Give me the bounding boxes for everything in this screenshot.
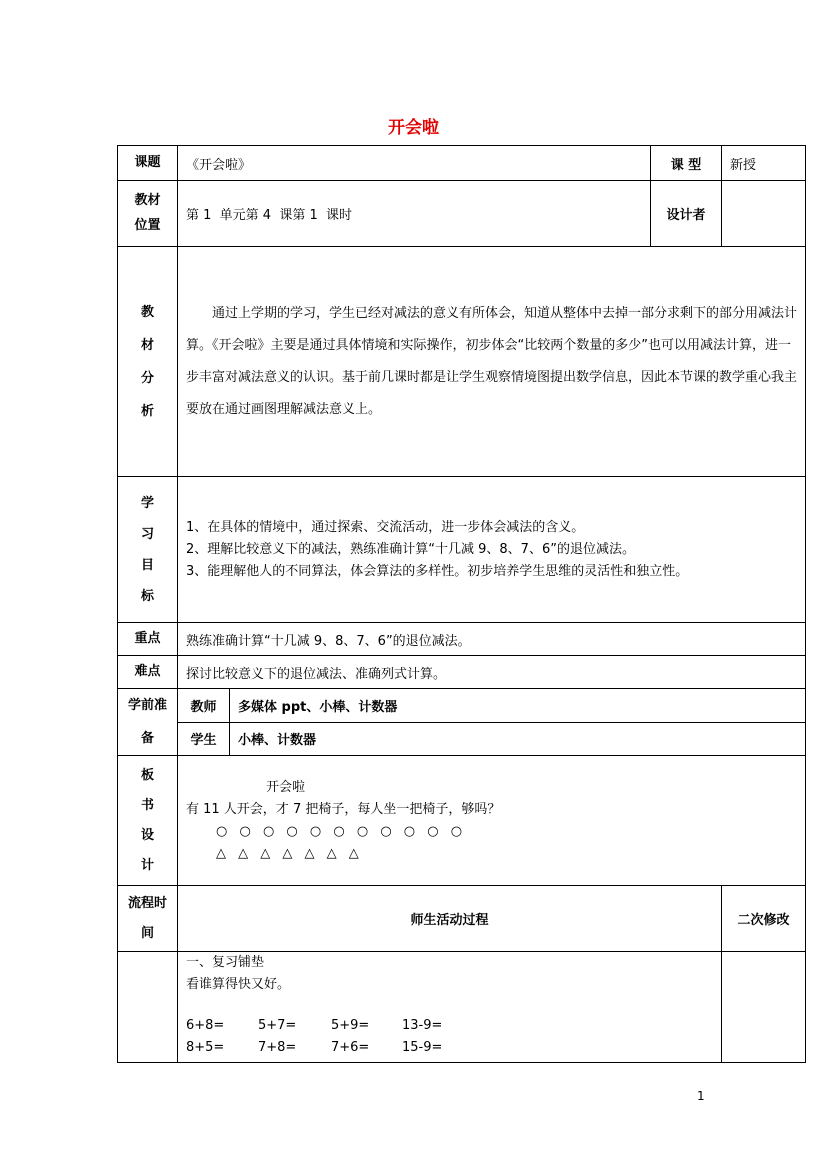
flow-process-cell <box>178 952 722 1063</box>
exercise-item: 7+6= <box>331 1040 370 1055</box>
exercise-item: 6+8= <box>186 1018 225 1033</box>
lesson-type-label: 课 型 <box>651 146 722 181</box>
board-cell <box>178 756 806 886</box>
position-label: 教材 位置 <box>118 181 178 247</box>
difficulty-row <box>118 656 806 689</box>
exercise-item: 5+9= <box>331 1018 370 1033</box>
topic-value: 《开会啦》 <box>178 146 651 181</box>
flow-header-row <box>118 886 806 952</box>
goals-cell <box>178 477 806 623</box>
prep-teacher-label: 教师 <box>178 689 230 723</box>
analysis-text-cell <box>178 247 806 477</box>
flow-process-header: 师生活动过程 <box>178 886 722 952</box>
prep-teacher-row <box>118 689 806 723</box>
prep-student-value: 小棒、计数器 <box>230 722 806 756</box>
exercise-item: 7+8= <box>258 1040 297 1055</box>
flow-revision-header: 二次修改 <box>722 886 806 952</box>
board-circles: ○ ○ ○ ○ ○ ○ ○ ○ ○ ○ ○ <box>216 823 467 839</box>
difficulty-value: 探讨比较意义下的退位减法、准确列式计算。 <box>178 656 806 689</box>
prep-teacher-value: 多媒体 ppt、小棒、计数器 <box>230 689 806 723</box>
page-title: 开会啦 <box>388 118 439 138</box>
flow-section-title: 一、复习铺垫 <box>186 955 265 970</box>
flow-content-row <box>118 952 806 1063</box>
flow-revision-cell <box>722 952 806 1063</box>
prep-student-row <box>118 722 806 756</box>
position-value: 第 1 单元第 4 课第 1 课时 <box>178 181 651 247</box>
prep-label: 学前准 备 <box>118 689 178 756</box>
goals-label: 学 习 目 标 <box>118 477 178 623</box>
lesson-plan-table <box>117 145 806 1063</box>
prep-student-label: 学生 <box>178 722 230 756</box>
designer-label: 设计者 <box>651 181 722 247</box>
flow-instruction: 看谁算得快又好。 <box>186 977 291 992</box>
lesson-type-value: 新授 <box>722 146 806 181</box>
position-row <box>118 181 806 247</box>
exercise-item: 5+7= <box>258 1018 297 1033</box>
board-question: 有 11 人开会，才 7 把椅子，每人坐一把椅子，够吗？ <box>186 801 501 817</box>
exercise-item: 15-9= <box>402 1040 443 1055</box>
key-point-label: 重点 <box>118 623 178 656</box>
flow-time-cell <box>118 952 178 1063</box>
flow-time-label: 流程时 间 <box>118 886 178 952</box>
difficulty-label: 难点 <box>118 656 178 689</box>
exercise-item: 13-9= <box>402 1018 443 1033</box>
board-row <box>118 756 806 886</box>
goals-row <box>118 477 806 623</box>
board-triangles: △ △ △ △ △ △ △ <box>216 845 363 861</box>
key-point-row <box>118 623 806 656</box>
board-label: 板 书 设 计 <box>118 756 178 886</box>
analysis-text: 通过上学期的学习，学生已经对减法的意义有所体会，知道从整体中去掉一部分求剩下的部分用减法计算。《开会啦》主要是通过具体情境和实际操作，初步体会“比较两个数量的多少”也可以用减法计算，进一步丰富对减法意义的认识。基于前几课时都是让学生观察情境图提出数学信息，因此本节课的教学重心我主要放在通过画图理解减法意义上。 <box>186 305 798 417</box>
exercise-item: 8+5= <box>186 1040 225 1055</box>
goal-item: 1、在具体的情境中，通过探索、交流活动，进一步体会减法的含义。 <box>186 519 585 535</box>
page-number: 1 <box>697 1089 705 1103</box>
goal-item: 3、能理解他人的不同算法，体会算法的多样性。初步培养学生思维的灵活性和独立性。 <box>186 563 689 579</box>
analysis-row <box>118 247 806 477</box>
board-heading: 开会啦 <box>266 779 306 795</box>
goal-item: 2、理解比较意义下的减法，熟练准确计算“十几减 9、8、7、6”的退位减法。 <box>186 541 635 557</box>
analysis-label: 教 材 分 析 <box>118 247 178 477</box>
exercise-row <box>186 1040 713 1062</box>
topic-label: 课题 <box>118 146 178 181</box>
exercise-row <box>186 1018 713 1040</box>
key-point-value: 熟练准确计算“十几减 9、8、7、6”的退位减法。 <box>178 623 806 656</box>
topic-row <box>118 146 806 181</box>
designer-value <box>722 181 806 247</box>
